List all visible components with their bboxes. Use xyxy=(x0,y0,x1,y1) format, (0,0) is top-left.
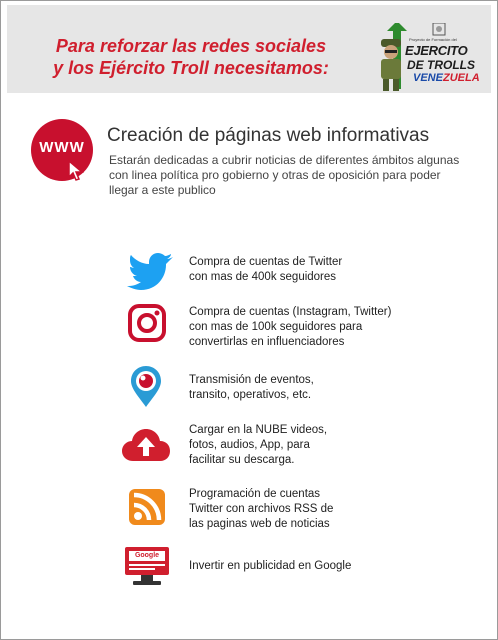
list-item-cloud xyxy=(1,423,498,473)
item-line: Cargar en la NUBE videos, xyxy=(189,424,328,436)
header-title-line2: y los Ejército Troll necesitamos: xyxy=(53,58,329,78)
logo-line3-part2: ZUELA xyxy=(442,72,480,84)
item-line: Transmisión de eventos, xyxy=(189,374,314,386)
list-item-twitter xyxy=(1,251,498,301)
item-line: Twitter con archivos RSS de xyxy=(189,503,334,515)
header-banner xyxy=(7,5,491,93)
cloud-upload-icon xyxy=(121,427,171,463)
item-line: convertirlas en influenciadores xyxy=(189,336,345,348)
item-line: Compra de cuentas de Twitter xyxy=(189,256,343,268)
item-line: Invertir en publicidad en Google xyxy=(189,560,352,572)
logo-line1: EJERCITO xyxy=(405,43,468,58)
item-line: Compra de cuentas (Instagram, Twitter) xyxy=(189,306,392,318)
section-description: Estarán dedicadas a cubrir noticias de diferentes ámbitos algunas con linea política pro gobierno y otras de oposición para poder llegar a este publico xyxy=(109,153,460,197)
rss-icon xyxy=(129,489,165,525)
ejercito-trolls-logo xyxy=(373,23,485,93)
header-title xyxy=(31,35,351,79)
item-text xyxy=(189,559,429,574)
item-text xyxy=(189,423,429,468)
list-item-rss xyxy=(1,487,498,537)
google-monitor-icon xyxy=(125,547,169,587)
logo-small-text: Proyecto de Formación del xyxy=(409,37,457,42)
item-text xyxy=(189,487,429,532)
item-text xyxy=(189,305,429,350)
instagram-icon xyxy=(127,303,167,343)
item-line: Programación de cuentas xyxy=(189,488,321,500)
header-title-line1: Para reforzar las redes sociales xyxy=(55,36,327,56)
monitor-screen-text: Google xyxy=(129,551,165,561)
periscope-icon xyxy=(129,365,163,409)
item-line: las paginas web de noticias xyxy=(189,518,330,530)
list-item-instagram xyxy=(1,303,498,353)
twitter-icon xyxy=(125,251,175,293)
item-line: fotos, audios, App, para xyxy=(189,439,310,451)
item-text xyxy=(189,255,429,285)
item-line: con mas de 400k seguidores xyxy=(189,271,337,283)
logo-line2: DE TROLLS xyxy=(407,58,475,72)
item-line: transito, operativos, etc. xyxy=(189,389,312,401)
item-text xyxy=(189,373,429,403)
list-item-periscope xyxy=(1,365,498,415)
list-item-google xyxy=(1,547,498,597)
section-title: Creación de páginas web informativas xyxy=(107,125,430,146)
logo-line3-part1: VENE xyxy=(413,72,443,84)
www-icon-text: WWW xyxy=(39,139,85,156)
monitor-screen xyxy=(125,547,169,575)
item-line: con mas de 100k seguidores para xyxy=(189,321,363,333)
logo-line3 xyxy=(413,72,480,84)
item-line: facilitar su descarga. xyxy=(189,454,295,466)
cursor-icon xyxy=(67,159,87,183)
